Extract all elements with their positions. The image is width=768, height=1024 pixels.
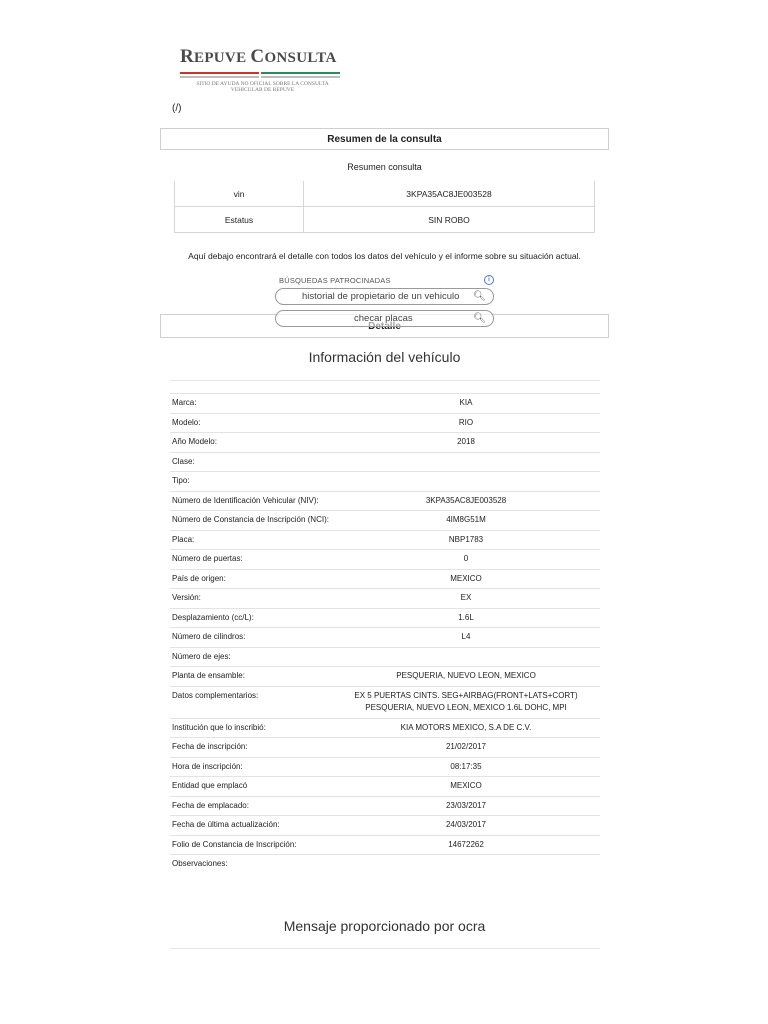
field-label: Desplazamiento (cc/L): [170, 608, 332, 628]
field-label: Año Modelo: [170, 433, 332, 453]
summary-label: Estatus [175, 207, 304, 233]
field-value: L4 [332, 628, 600, 648]
field-label: Tipo: [170, 472, 332, 492]
sponsored-search-link[interactable] [275, 288, 494, 305]
table-row [170, 796, 600, 816]
field-label: Planta de ensamble: [170, 667, 332, 687]
table-row [170, 569, 600, 589]
field-value: 3KPA35AC8JE003528 [332, 491, 600, 511]
vehicle-info-table [170, 393, 600, 874]
field-label: Fecha de emplacado: [170, 796, 332, 816]
field-label: Número de ejes: [170, 647, 332, 667]
logo-color-bars [180, 72, 340, 74]
field-label: País de origen: [170, 569, 332, 589]
vehicle-info-heading: Información del vehículo [308, 349, 461, 365]
field-value: 08:17:35 [332, 757, 600, 777]
field-value: EX 5 PUERTAS CINTS. SEG+AIRBAG(FRONT+LATS+CORT) PESQUERIA, NUEVO LEON, MEXICO 1.6L DOHC, MPI [332, 686, 600, 718]
field-label: Fecha de inscripción: [170, 738, 332, 758]
field-label: Número de Identificación Vehicular (NIV): [170, 491, 332, 511]
field-value: MEXICO [332, 569, 600, 589]
field-value: KIA [332, 394, 600, 414]
summary-label: vin [175, 181, 304, 207]
field-value [332, 452, 600, 472]
field-label: Clase: [170, 452, 332, 472]
home-link[interactable]: (/) [172, 103, 182, 114]
table-row [170, 667, 600, 687]
table-row [170, 550, 600, 570]
table-row [170, 686, 600, 718]
field-value: 4IM8G51M [332, 511, 600, 531]
table-row [170, 757, 600, 777]
logo-color-bars-lower [180, 76, 340, 78]
table-row [170, 855, 600, 874]
field-value: EX [332, 589, 600, 609]
field-value: 24/03/2017 [332, 816, 600, 836]
divider [170, 948, 600, 949]
sponsored-search-link[interactable] [275, 310, 494, 327]
table-row [170, 608, 600, 628]
summary-value: SIN ROBO [304, 207, 595, 233]
table-row [170, 530, 600, 550]
table-row [170, 413, 600, 433]
logo-subtitle: SITIO DE AYUDA NO OFICIAL SOBRE LA CONSULTA VEHICULAR DE REPUVE [196, 81, 329, 93]
table-row [170, 491, 600, 511]
table-row [170, 647, 600, 667]
field-value: 21/02/2017 [332, 738, 600, 758]
field-label: Institución que lo inscribió: [170, 718, 332, 738]
message-heading: Mensaje proporcionado por ocra [283, 918, 486, 934]
table-row [170, 511, 600, 531]
field-label: Hora de inscripción: [170, 757, 332, 777]
search-icon: 🔍︎ [473, 291, 486, 302]
table-row [170, 777, 600, 797]
table-row [170, 589, 600, 609]
sponsored-search-text: historial de propietario de un vehiculo [302, 291, 460, 302]
table-row [170, 433, 600, 453]
field-label: Número de cilindros: [170, 628, 332, 648]
field-label: Datos complementarios: [170, 686, 332, 718]
field-label: Fecha de última actualización: [170, 816, 332, 836]
field-value [332, 855, 600, 874]
field-label: Folio de Constancia de Inscripción: [170, 835, 332, 855]
field-value: PESQUERIA, NUEVO LEON, MEXICO [332, 667, 600, 687]
field-value: 23/03/2017 [332, 796, 600, 816]
info-icon[interactable]: i [484, 275, 494, 285]
field-value: 1.6L [332, 608, 600, 628]
field-label: Número de puertas: [170, 550, 332, 570]
logo-title: REPUVE CONSULTA [180, 46, 337, 67]
field-label: Entidad que emplacó [170, 777, 332, 797]
divider [170, 380, 600, 381]
table-row [175, 207, 595, 233]
table-row [175, 181, 595, 207]
table-row [170, 835, 600, 855]
table-row [170, 394, 600, 414]
field-value: 0 [332, 550, 600, 570]
table-row [170, 628, 600, 648]
table-row [170, 718, 600, 738]
field-label: Versión: [170, 589, 332, 609]
field-label: Marca: [170, 394, 332, 414]
field-value: 14672262 [332, 835, 600, 855]
summary-table [174, 181, 595, 233]
site-logo[interactable] [180, 46, 350, 93]
sponsored-search-text: checar placas [354, 313, 413, 324]
table-row [170, 738, 600, 758]
table-row [170, 816, 600, 836]
detail-intro-text: Aquí debajo encontrará el detalle con todos los datos del vehículo y el informe sobre su situación actual. [188, 251, 581, 261]
field-value: 2018 [332, 433, 600, 453]
field-value: RIO [332, 413, 600, 433]
search-icon: 🔍︎ [473, 313, 486, 324]
field-value [332, 472, 600, 492]
field-value [332, 647, 600, 667]
field-value: NBP1783 [332, 530, 600, 550]
field-label: Placa: [170, 530, 332, 550]
sponsored-label: BÚSQUEDAS PATROCINADAS [279, 276, 391, 285]
field-value: KIA MOTORS MEXICO, S.A DE C.V. [332, 718, 600, 738]
table-row [170, 472, 600, 492]
field-label: Modelo: [170, 413, 332, 433]
summary-caption: Resumen consulta [347, 162, 422, 172]
summary-title: Resumen de la consulta [160, 128, 609, 150]
table-row [170, 452, 600, 472]
field-label: Observaciones: [170, 855, 332, 874]
field-value: MEXICO [332, 777, 600, 797]
field-label: Número de Constancia de Inscripción (NCI): [170, 511, 332, 531]
summary-value: 3KPA35AC8JE003528 [304, 181, 595, 207]
